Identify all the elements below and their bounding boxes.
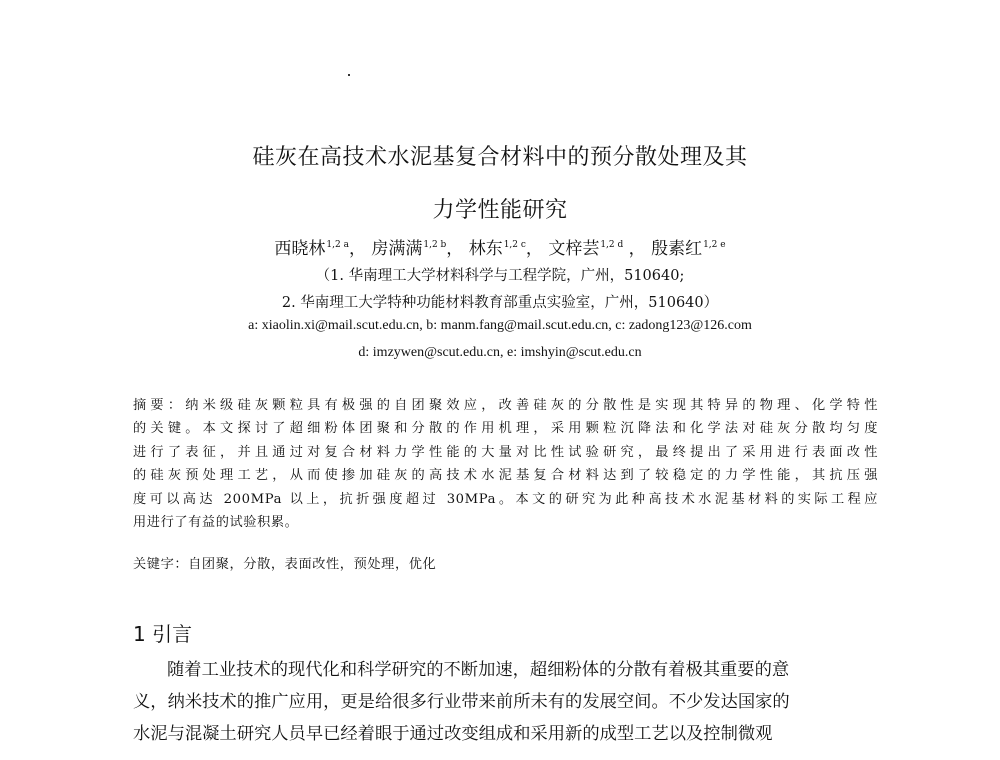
section-body [133,654,878,750]
author-affiliation-mark: 1,2 e [703,240,726,250]
abstract-line: 进行了表征，并且通过对复合材料力学性能的大量对比性试验研究，最终提出了采用进行表面改性 [133,444,878,460]
author-affiliation-mark: 1,2 a [326,240,349,250]
author-name: 房满满 [371,239,423,259]
author-name: 林东 [468,239,503,259]
author-name: 殷素红 [651,239,703,259]
email-line-1: a: xiaolin.xi@mail.scut.edu.cn, b: manm.fang@mail.scut.edu.cn, c: zadong123@126.com [248,318,752,333]
author-affiliation-mark: 1,2 d [600,240,624,250]
keywords: 关键字：自团聚，分散，表面改性，预处理，优化 [133,557,437,572]
body-line: 随着工业技术的现代化和科学研究的不断加速，超细粉体的分散有着极其重要的意 [167,660,790,680]
abstract-line: 摘要：纳米级硅灰颗粒具有极强的自团聚效应，改善硅灰的分散性是实现其特异的物理、化学特性 [133,398,878,413]
author-name: 文梓芸 [548,239,600,259]
author-name: 西晓林 [274,239,326,259]
body-line: 义，纳米技术的推广应用，更是给很多行业带来前所未有的发展空间。不少发达国家的 [133,692,790,712]
body-line: 水泥与混凝土研究人员早已经着眼于通过改变组成和采用新的成型工艺以及控制微观 [133,724,773,744]
abstract [133,394,878,534]
stray-mark [348,74,350,76]
abstract-line: 的硅灰预处理工艺，从而使掺加硅灰的高技术水泥基复合材料达到了较稳定的力学性能，其抗压强 [133,468,878,484]
section-heading: 1 引言 [133,622,193,646]
paper-title-line-1: 硅灰在高技术水泥基复合材料中的预分散处理及其 [252,145,748,170]
abstract-line: 度可以高达 200MPa 以上，抗折强度超过 30MPa。本文的研究为此种高技术水泥基材料的实际工程应 [133,491,878,507]
email-line-2: d: imzywen@scut.edu.cn, e: imshyin@scut.edu.cn [358,345,642,360]
affiliation-line-2: 2. 华南理工大学特种功能材料教育部重点实验室，广州，510640） [281,295,719,311]
author-list: 西晓林$^{1,2 a}$， 房满满$^{1,2 b}$， 林东$^{1,2 c}$， 文梓芸$^{1,2 d}$ ， 殷素红$^{1,2 e}$ [274,239,726,259]
abstract-line: 用进行了有益的试验积累。 [133,515,299,531]
author-affiliation-mark: 1,2 b [423,240,447,250]
author-affiliation-mark: 1,2 c [503,240,526,250]
affiliation-line-1: （1. 华南理工大学材料科学与工程学院，广州，510640; [315,268,685,284]
abstract-line: 的关键。本文探讨了超细粉体团聚和分散的作用机理，采用颗粒沉降法和化学法对硅灰分散均匀度 [133,421,878,437]
paper-title-line-2: 力学性能研究 [432,198,568,223]
